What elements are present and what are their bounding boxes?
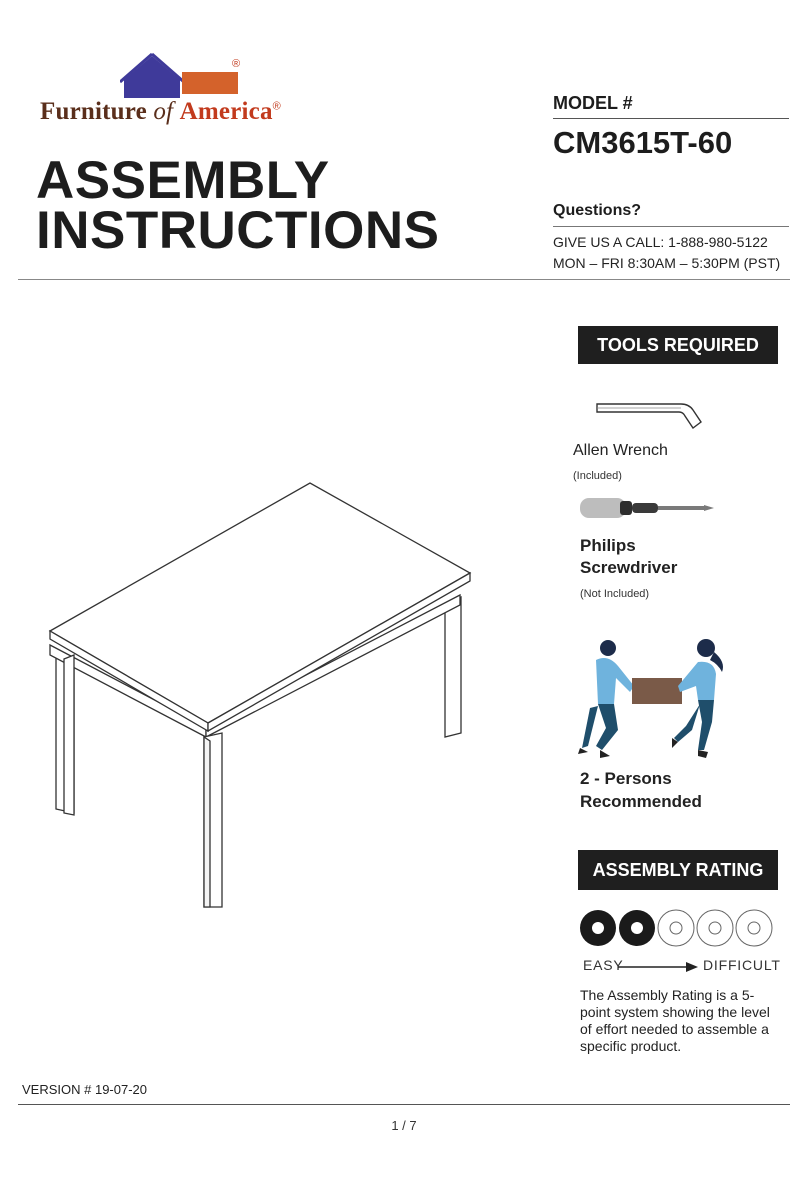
difficult-label: DIFFICULT — [703, 957, 781, 973]
rating-dot-center — [709, 922, 721, 934]
rating-dot-center — [748, 922, 760, 934]
questions-heading: Questions? — [553, 202, 642, 219]
model-label: MODEL # — [553, 93, 633, 113]
assembly-rating-heading: ASSEMBLY RATING — [578, 850, 778, 890]
easy-label: EASY — [583, 957, 624, 973]
tool-label: Allen Wrench — [573, 442, 668, 459]
registered-mark: ® — [232, 58, 241, 70]
allen-wrench-icon — [593, 398, 703, 438]
hours-line: MON – FRI 8:30AM – 5:30PM (PST) — [553, 255, 781, 271]
tool-note: (Not Included) — [580, 588, 650, 600]
header-divider — [18, 279, 790, 280]
screwdriver-icon — [578, 495, 718, 521]
rating-dot-center — [631, 922, 643, 934]
page-number: 1 / 7 — [391, 1118, 417, 1133]
brand-name: Furniture of America® — [40, 98, 281, 125]
rating-meter — [578, 905, 778, 951]
model-number: CM3615T-60 — [553, 125, 733, 160]
persons-recommended-label: 2 - Persons Recommended — [580, 769, 702, 811]
tools-required-heading: TOOLS REQUIRED — [578, 326, 778, 364]
arrow-right-icon — [618, 960, 700, 974]
title-line-2: INSTRUCTIONS — [36, 201, 440, 260]
rating-dot-center — [670, 922, 682, 934]
phone-line: GIVE US A CALL: 1-888-980-5122 — [553, 234, 768, 250]
page-title — [36, 151, 440, 260]
house-logo-icon — [120, 52, 250, 100]
two-persons-carrying-icon — [574, 634, 734, 764]
table-illustration — [40, 475, 480, 915]
version-label: VERSION # 19-07-20 — [22, 1082, 148, 1097]
divider — [553, 118, 789, 119]
rating-description: The Assembly Rating is a 5-point system showing the level of effort needed to assemble a specific product. — [580, 987, 770, 1054]
tool-note: (Included) — [573, 470, 622, 482]
divider — [553, 226, 789, 227]
title-line-1: ASSEMBLY — [36, 151, 330, 210]
tool-label: Philips Screwdriver — [580, 536, 678, 577]
rating-dot-center — [592, 922, 604, 934]
footer-divider — [18, 1104, 790, 1105]
